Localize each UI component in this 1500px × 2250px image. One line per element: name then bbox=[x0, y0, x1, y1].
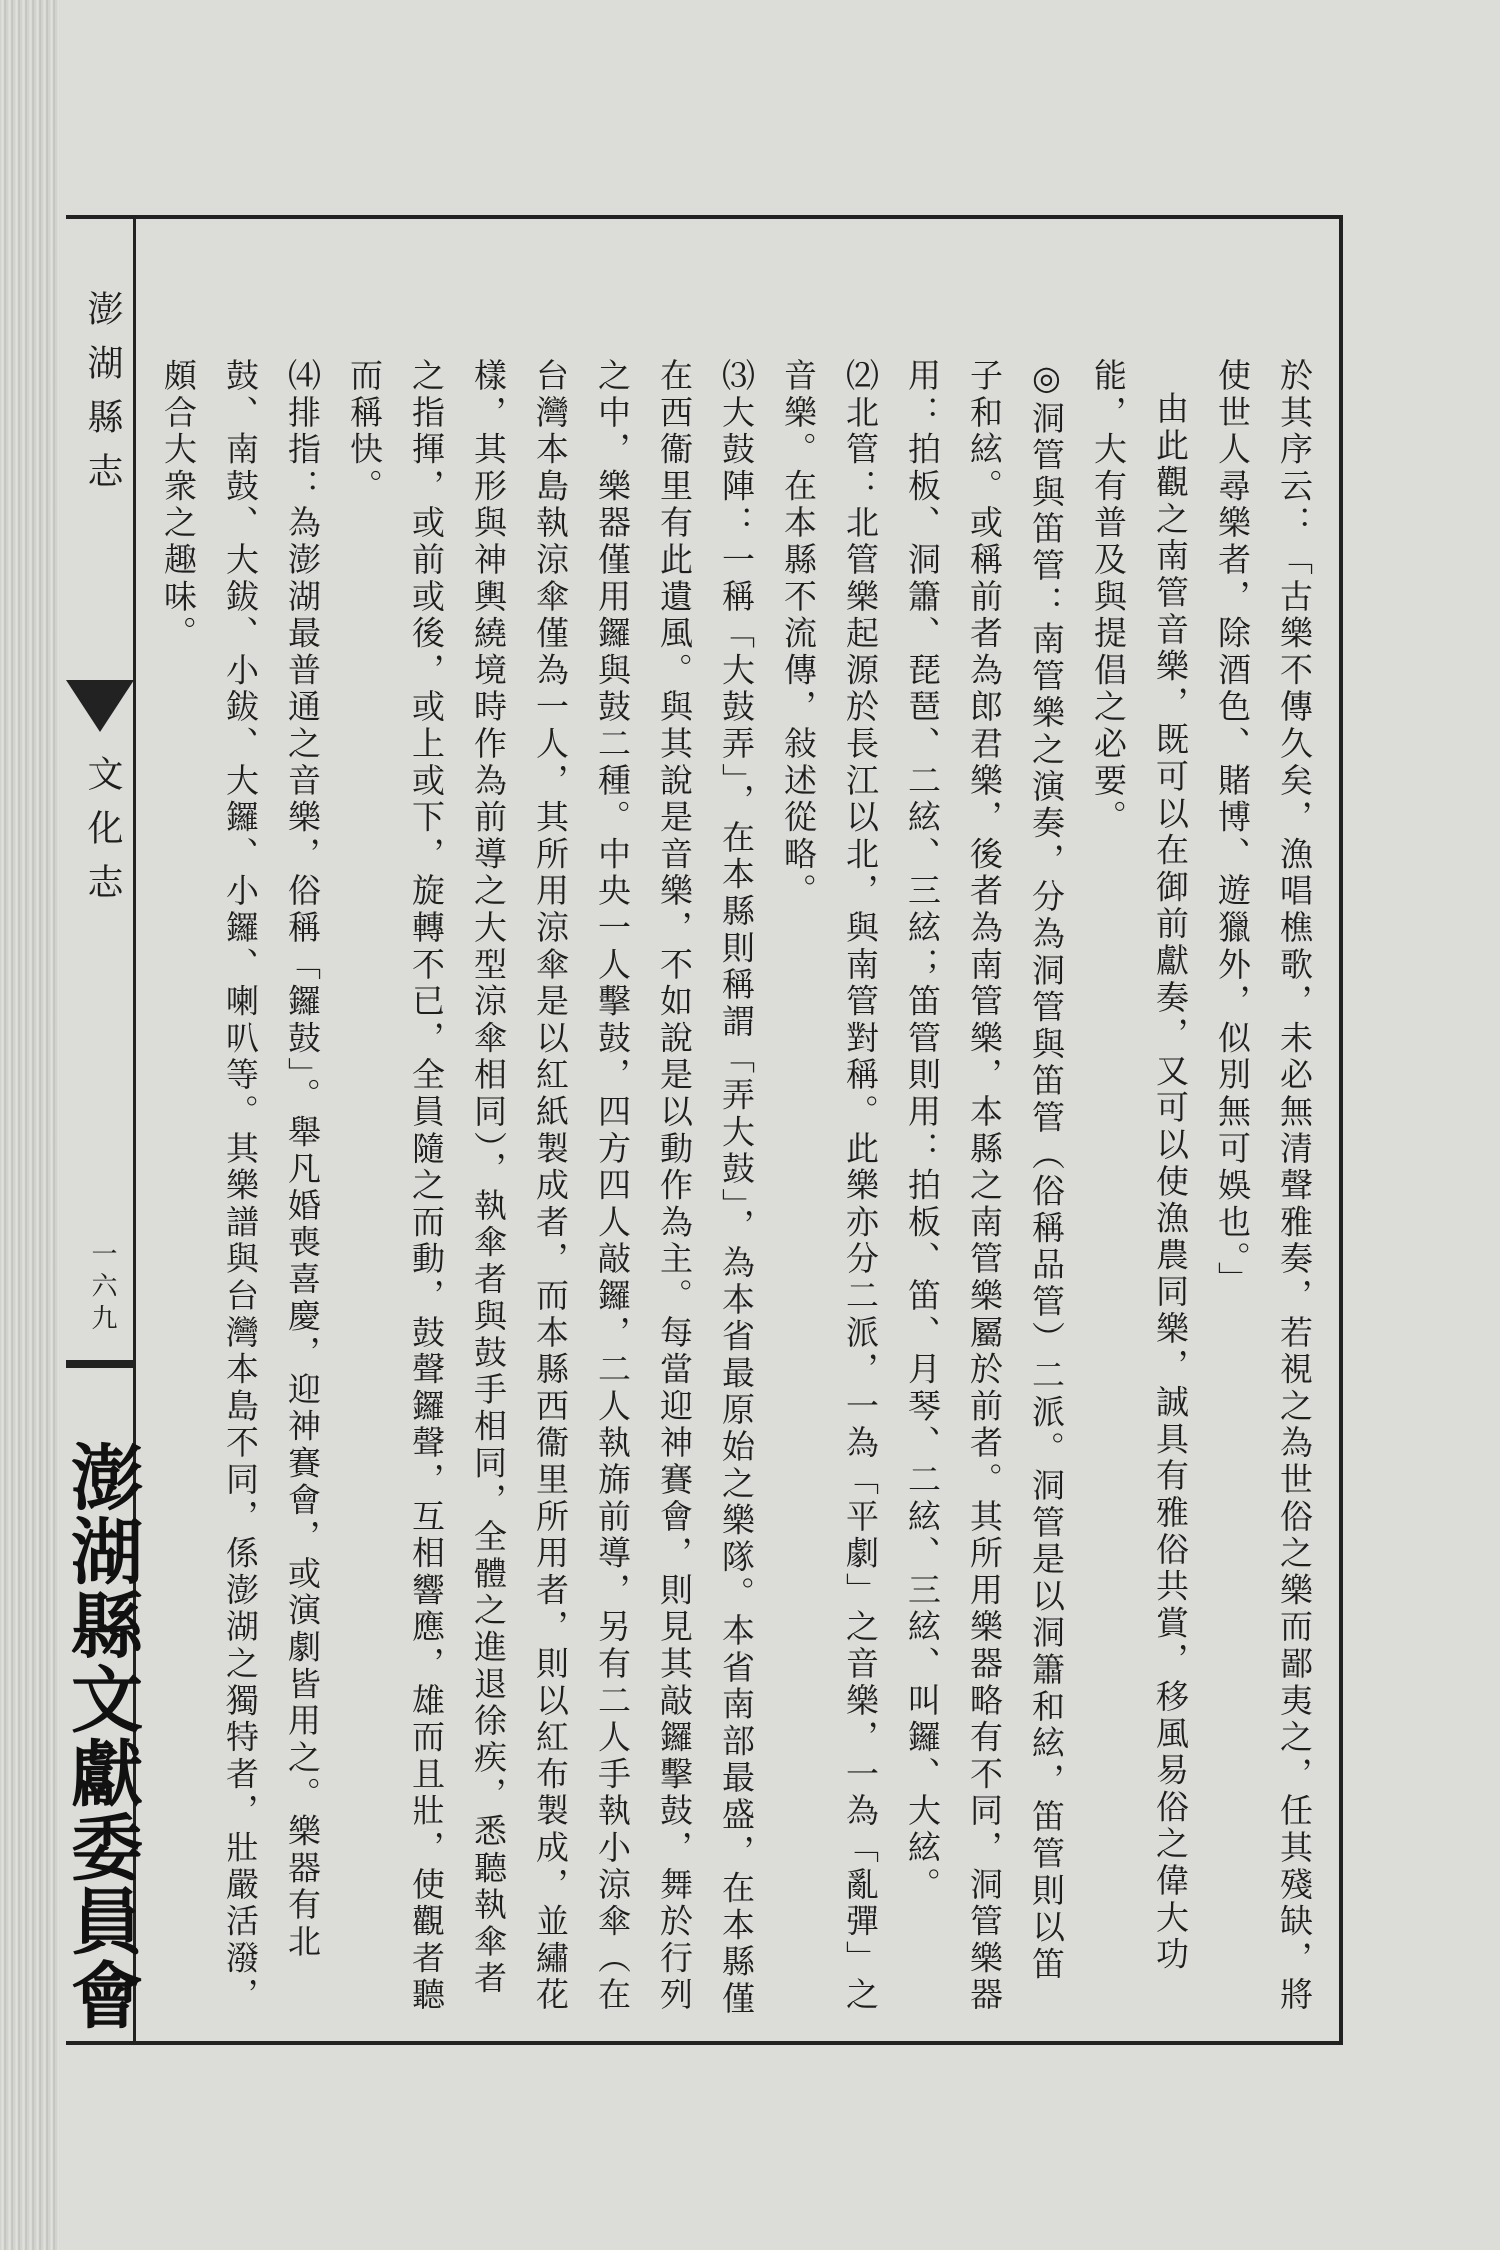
fishtail-mark-icon bbox=[66, 680, 134, 732]
paragraph: ⑶大鼓陣：一稱「大鼓弄」，在本縣則稱謂「弄大鼓」，為本省最原始之樂隊。本省南部最盛，在本縣僅在西衞里有此遺風。與其說是音樂，不如說是以動作為主。每當迎神賽會，則見其敲鑼擊鼓，舞於行列之中，樂器僅用鑼與鼓二種。中央一人擊鼓，四方四人敲鑼，二人執旆前導，另有二人手執小涼傘（在台灣本島執涼傘僅為一人，其所用涼傘是以紅紙製成者，而本縣西衞里所用者，則以紅布製成，並繡花樣，其形與神輿繞境時作為前導之大型涼傘相同），執傘者與鼓手相同，全體之進退徐疾，悉聽執傘者之指揮，或前或後，或上或下，旋轉不已，全員隨之而動，鼓聲鑼聲，互相響應，雄而且壯，使觀者聽而稱快。 bbox=[345, 358, 756, 2018]
paragraph: ⑵北管：北管樂起源於長江以北，與南管對稱。此樂亦分二派，一為「平劇」之音樂，一為「亂彈」之音樂。在本縣不流傳，敍述從略。 bbox=[779, 358, 880, 2014]
section-title: 文化志 bbox=[82, 755, 123, 917]
publisher-name: 澎湖縣文獻委員會 bbox=[59, 1440, 144, 2032]
book-title: 澎湖縣志 bbox=[82, 290, 123, 506]
body-text bbox=[155, 358, 1325, 2018]
paragraph: 於其序云：「古樂不傳久矣，漁唱樵歌，未必無清聲雅奏，若視之為世俗之樂而鄙夷之，任其殘缺，將使世人尋樂者，除酒色、賭博、遊獵外，似別無可娛也。」 bbox=[1213, 358, 1314, 2014]
publisher-divider bbox=[66, 1360, 135, 1368]
page-number: 一六九 bbox=[87, 1240, 117, 1336]
book-page-edge bbox=[0, 0, 60, 2250]
paragraph: ⑷排指：為澎湖最普通之音樂，俗稱「鑼鼓」。舉凡婚喪喜慶，迎神賽會，或演劇皆用之。樂器有北鼓、南鼓、大鈸、小鈸、大鑼、小鑼、喇叭等。其樂譜與台灣本島不同，係澎湖之獨特者，壯嚴活潑，頗合大衆之趣味。 bbox=[159, 358, 322, 2014]
paragraph: ◎洞管與笛管：南管樂之演奏，分為洞管與笛管（俗稱品管）二派。洞管是以洞簫和絃，笛管則以笛子和絃。或稱前者為郎君樂，後者為南管樂，本縣之南管樂屬於前者。其所用樂器略有不同，洞管樂器用：拍板、洞簫、琵琶、二絃、三絃；笛管則用：拍板、笛、月琴、二絃、三絃、叫鑼、大絃。 bbox=[903, 358, 1066, 2014]
paragraph: 由此觀之南管音樂，既可以在御前獻奏，又可以使漁農同樂，誠具有雅俗共賞，移風易俗之偉大功能，大有普及與提倡之必要。 bbox=[1089, 358, 1190, 1974]
